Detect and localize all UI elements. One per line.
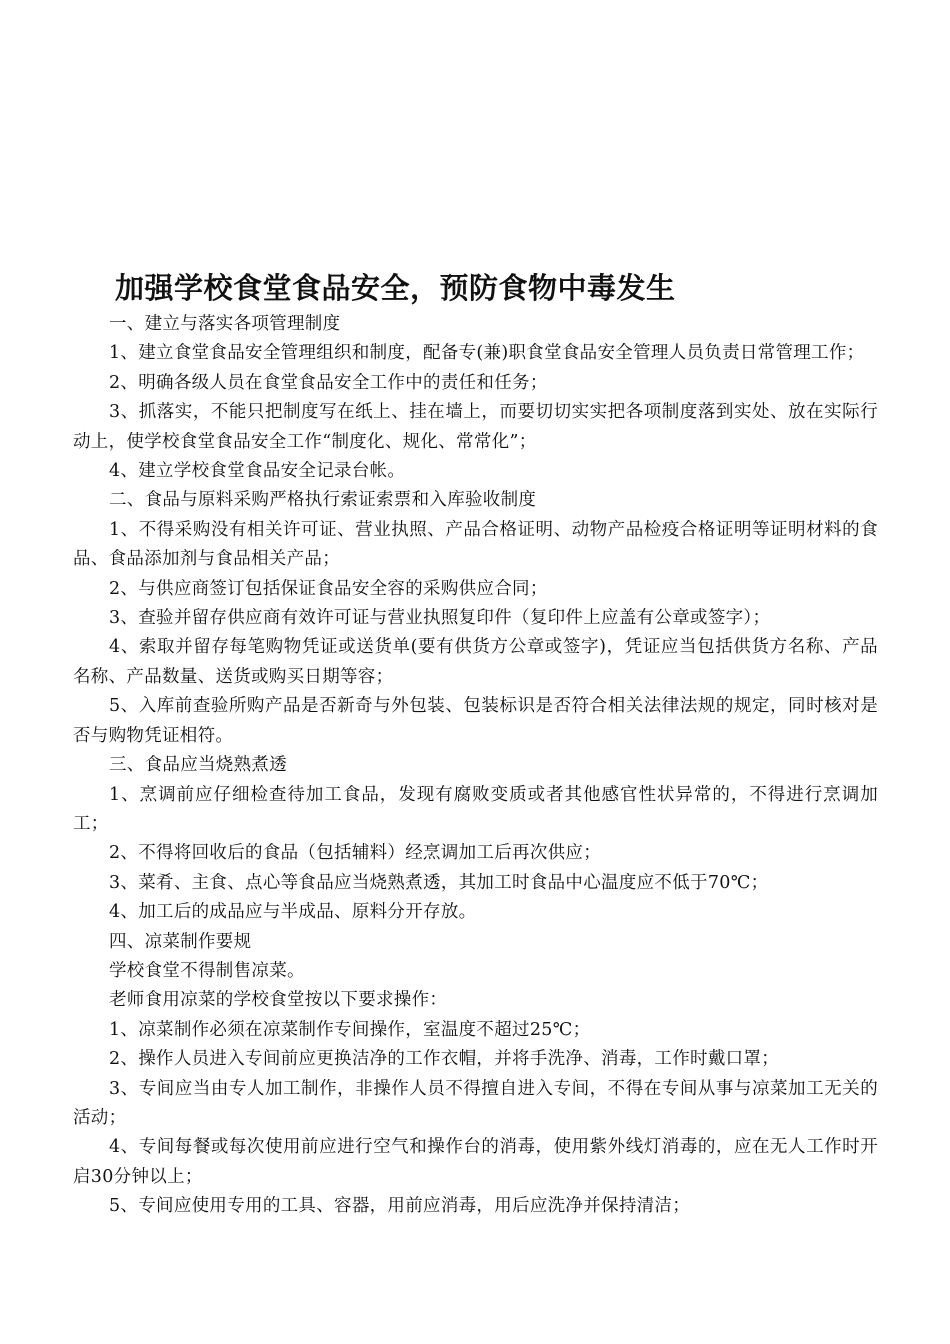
section-heading: 二、食品与原料采购严格执行索证索票和入库验收制度 xyxy=(109,490,537,511)
section-heading: 四、凉菜制作要规 xyxy=(109,931,252,952)
list-item: 4、建立学校食堂食品安全记录台帐。 xyxy=(109,461,406,482)
list-item: 4、专间每餐或每次使用前应进行空气和操作台的消毒，使用紫外线灯消毒的，应在无人工作时开启30分钟以上； xyxy=(73,1137,878,1187)
list-item: 2、明确各级人员在食堂食品安全工作中的责任和任务； xyxy=(109,372,548,393)
list-item: 1、不得采购没有相关许可证、营业执照、产品合格证明、动物产品检疫合格证明等证明材料的食品、食品添加剂与食品相关产品； xyxy=(73,519,878,570)
section-heading: 一、建立与落实各项管理制度 xyxy=(109,314,341,334)
list-item: 4、加工后的成品应与半成品、原料分开存放。 xyxy=(109,902,477,923)
list-item: 3、专间应当由专人加工制作，非操作人员不得擅自进入专间，不得在专间从事与凉菜加工无关的活动； xyxy=(73,1078,878,1128)
list-item: 2、不得将回收后的食品（包括辅料）经烹调加工后再次供应； xyxy=(109,843,602,864)
document-body xyxy=(73,310,878,1222)
section-heading: 三、食品应当烧熟煮透 xyxy=(109,755,287,776)
list-item: 5、入库前查验所购产品是否新奇与外包装、包装标识是否符合相关法律法规的规定，同时核对是否与购物凭证相符。 xyxy=(73,696,878,746)
list-item: 1、凉菜制作必须在凉菜制作专间操作，室温度不超过25℃； xyxy=(109,1019,591,1040)
list-item: 1、烹调前应仔细检查待加工食品，发现有腐败变质或者其他感官性状异常的，不得进行烹调加工； xyxy=(73,784,878,834)
list-item: 5、专间应使用专用的工具、容器，用前应消毒，用后应洗净并保持清洁； xyxy=(109,1196,691,1217)
list-item: 3、查验并留存供应商有效许可证与营业执照复印件（复印件上应盖有公章或签字）； xyxy=(109,608,771,629)
list-item: 2、操作人员进入专间前应更换洁净的工作衣帽，并将手洗净、消毒，工作时戴口罩； xyxy=(109,1049,780,1070)
list-item: 3、菜肴、主食、点心等食品应当烧熟煮透，其加工时食品中心温度应不低于70℃； xyxy=(109,872,769,893)
paragraph: 老师食用凉菜的学校食堂按以下要求操作： xyxy=(109,990,448,1011)
page-title: 加强学校食堂食品安全，预防食物中毒发生 xyxy=(115,271,676,305)
list-item: 3、抓落实，不能只把制度写在纸上、挂在墙上，而要切切实实把各项制度落到实处、放在实际行动上，使学校食堂食品安全工作“制度化、规化、常常化”； xyxy=(73,402,878,452)
list-item: 1、建立食堂食品安全管理组织和制度，配备专(兼)职食堂食品安全管理人员负责日常管理工作； xyxy=(109,343,865,364)
list-item: 4、索取并留存每笔购物凭证或送货单(要有供货方公章或签字)，凭证应当包括供货方名称、产品名称、产品数量、送货或购买日期等容； xyxy=(73,637,878,687)
list-item: 2、与供应商签订包括保证食品安全容的采购供应合同； xyxy=(109,578,548,599)
paragraph: 学校食堂不得制售凉菜。 xyxy=(109,960,305,981)
